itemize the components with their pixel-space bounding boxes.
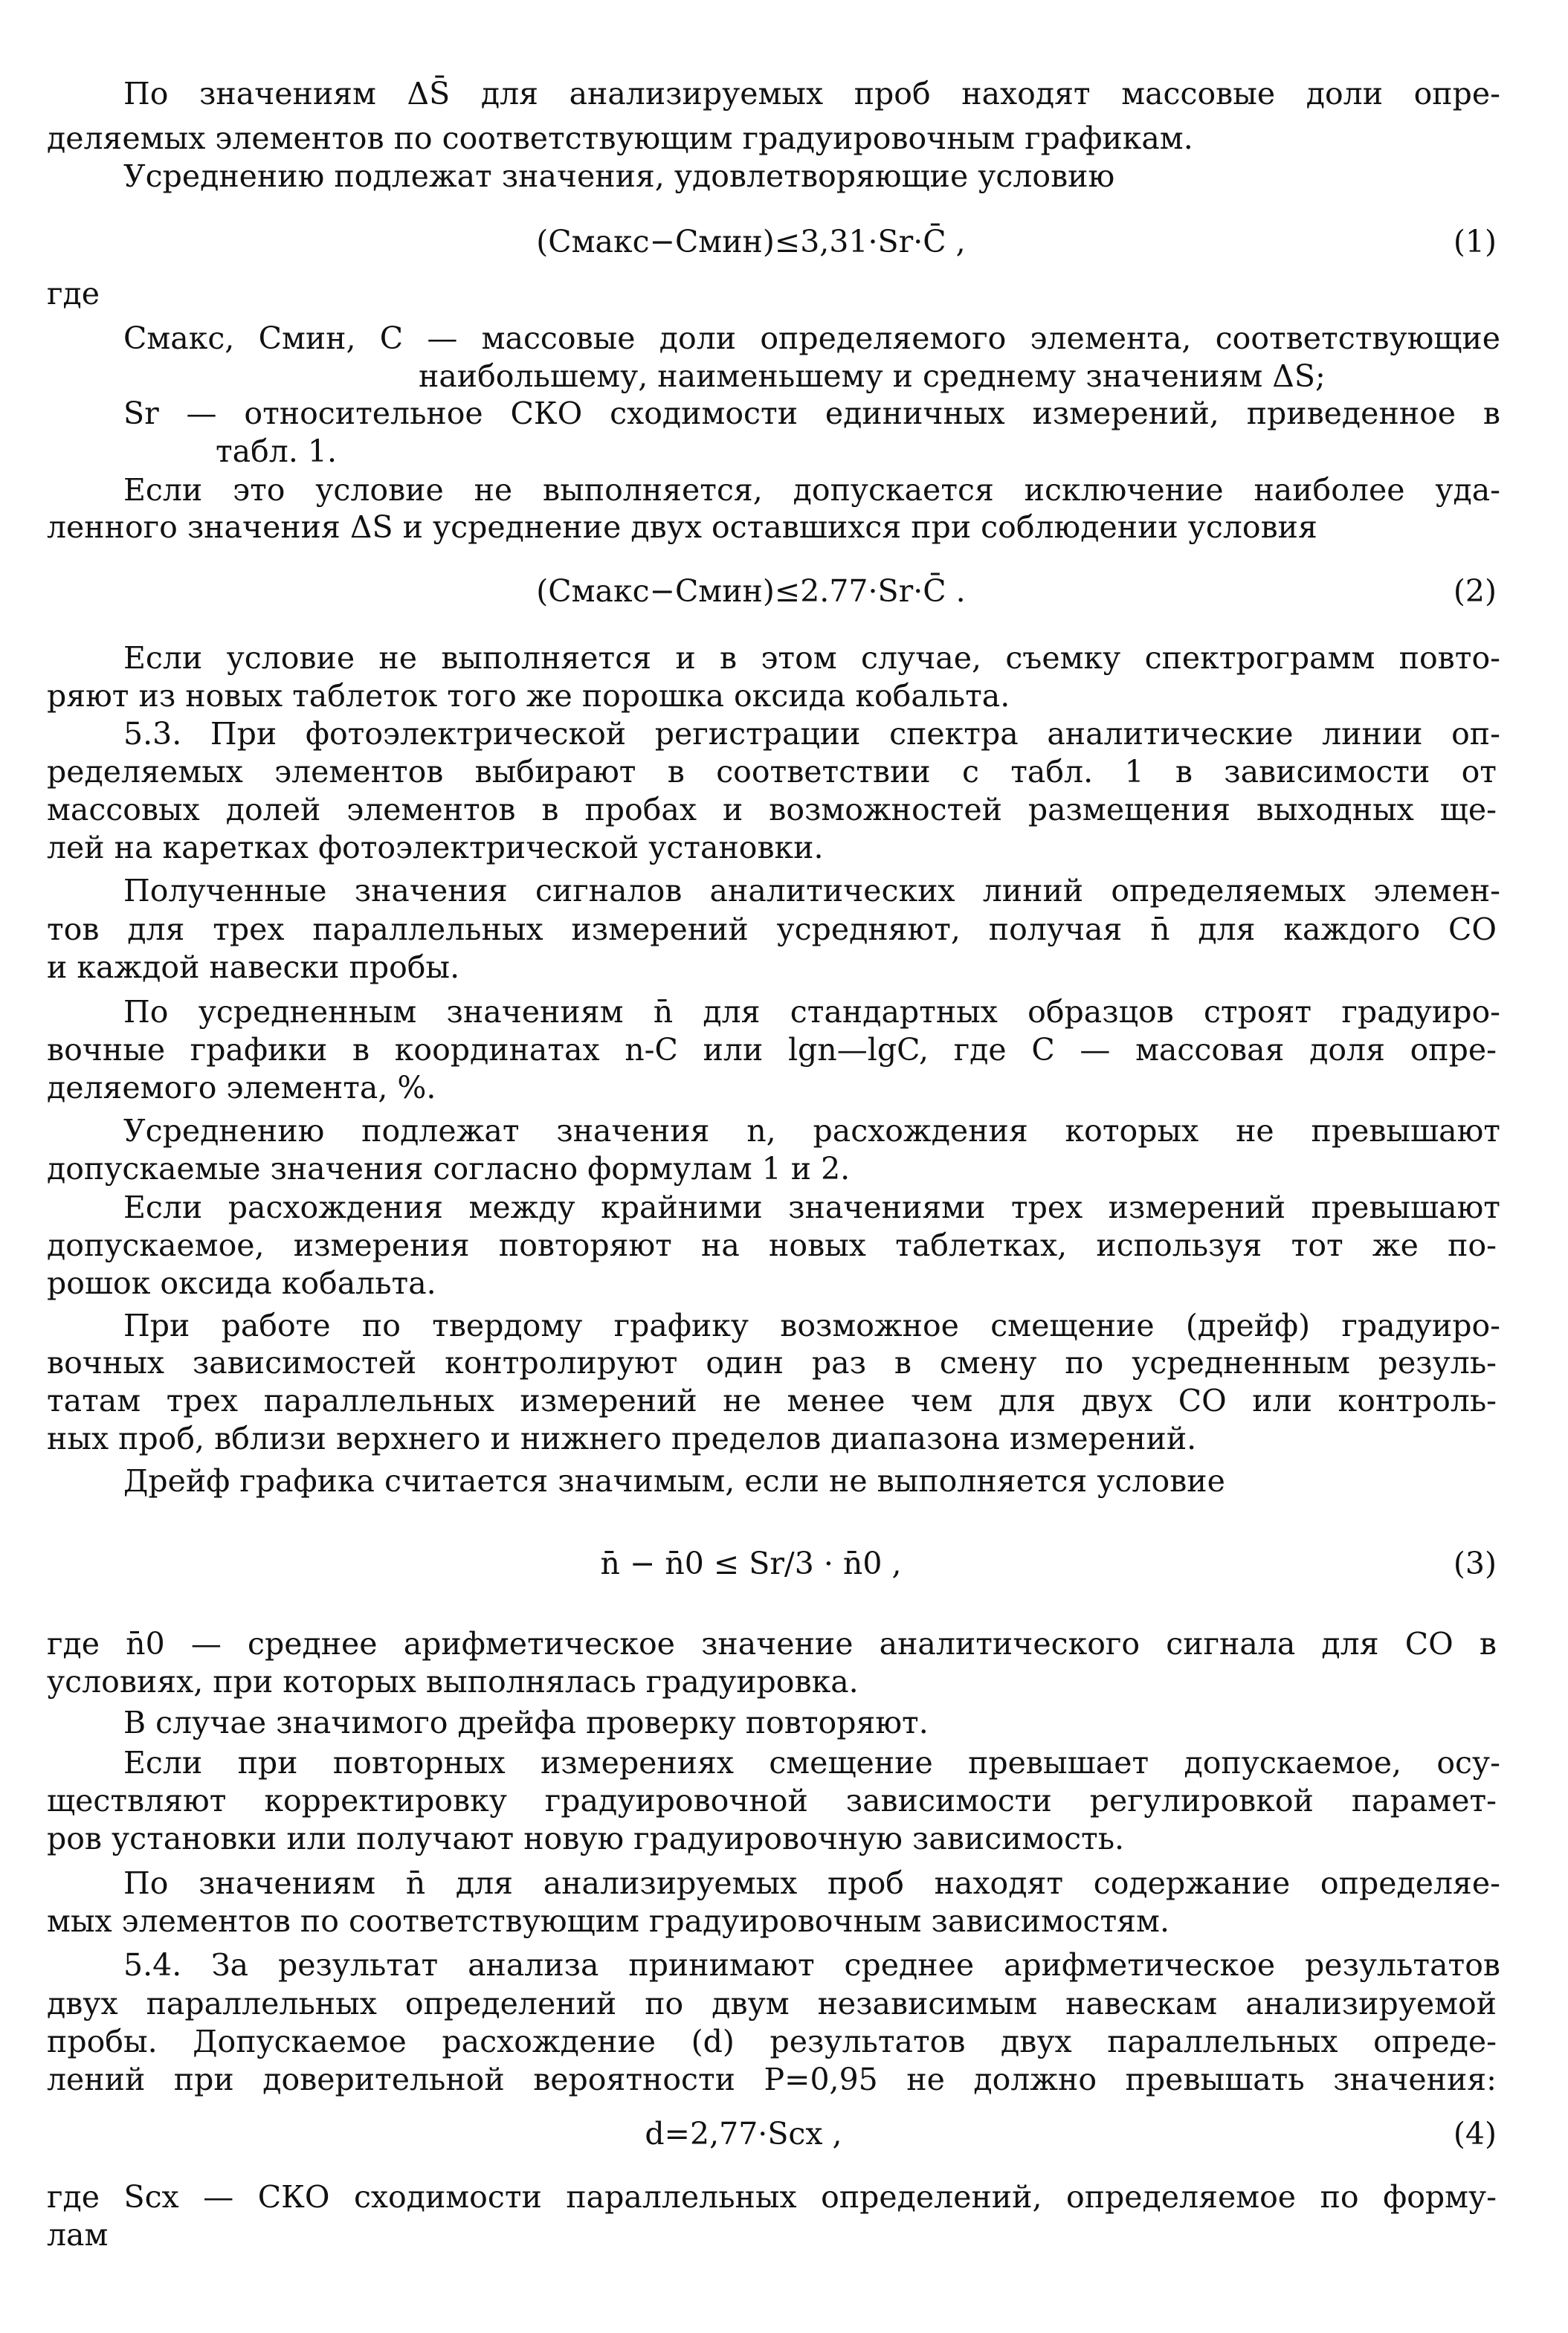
p9-line2: допускаемое, измерения повторяют на новых таблетках, используя тот же по- bbox=[47, 1227, 1497, 1263]
p8-line1: Усреднению подлежат значения n, расхождения которых не превышают bbox=[123, 1113, 1500, 1149]
where-4-line2: лам bbox=[47, 2217, 109, 2253]
p6-line3: и каждой навески пробы. bbox=[47, 949, 460, 985]
p4-line1: Если условие не выполняется и в этом случае, съемку спектрограмм повто- bbox=[123, 640, 1500, 676]
p4-line2: ряют из новых таблеток того же порошка оксида кобальта. bbox=[47, 678, 1010, 714]
p15-line1: 5.4. За результат анализа принимают среднее арифметическое результатов bbox=[123, 1947, 1500, 1983]
p11-line1: Дрейф графика считается значимым, если не выполняется условие bbox=[123, 1463, 1225, 1499]
formula-1-number: (1) bbox=[1453, 224, 1497, 259]
p14-line2: мых элементов по соответствующим градуировочным зависимостям. bbox=[47, 1903, 1169, 1939]
p7-line2: вочные графики в координатах n-C или lgn—lgC, где C — массовая доля опре- bbox=[47, 1032, 1497, 1068]
p8-line2: допускаемые значения согласно формулам 1 и 2. bbox=[47, 1151, 851, 1187]
p9-line1: Если расхождения между крайними значениями трех измерений превышают bbox=[123, 1190, 1500, 1225]
p15-line3: пробы. Допускаемое расхождение (d) результатов двух параллельных опреде- bbox=[47, 2024, 1497, 2059]
formula-4-number: (4) bbox=[1453, 2116, 1497, 2152]
formula-3-number: (3) bbox=[1453, 1546, 1497, 1581]
p6-line2: тов для трех параллельных измерений усредняют, получая n̄ для каждого СО bbox=[47, 911, 1497, 947]
p10-line3: татам трех параллельных измерений не менее чем для двух СО или контроль- bbox=[47, 1383, 1497, 1419]
p9-line3: рошок оксида кобальта. bbox=[47, 1265, 436, 1301]
p5-line1: 5.3. При фотоэлектрической регистрации спектра аналитические линии оп- bbox=[123, 716, 1500, 752]
where-4-line1: где Sсх — СКО сходимости параллельных определений, определяемое по форму- bbox=[47, 2179, 1497, 2215]
where-3-line2: условиях, при которых выполнялась градуировка. bbox=[47, 1664, 859, 1700]
p7-line3: деляемого элемента, %. bbox=[47, 1070, 436, 1106]
formula-2-number: (2) bbox=[1453, 573, 1497, 609]
p13-line1: Если при повторных измерениях смещение превышает допускаемое, осу- bbox=[123, 1745, 1500, 1781]
formula-2: (Cмакс−Cмин)≤2.77·Sr·C̄ . bbox=[536, 573, 966, 609]
p3-line1: Если это условие не выполняется, допускается исключение наиболее уда- bbox=[123, 472, 1500, 508]
p5-line4: лей на каретках фотоэлектрической установки. bbox=[47, 830, 824, 865]
p13-line3: ров установки или получают новую градуировочную зависимость. bbox=[47, 1821, 1125, 1856]
p15-line2: двух параллельных определений по двум независимым навескам анализируемой bbox=[47, 1986, 1497, 2021]
p10-line4: ных проб, вблизи верхнего и нижнего пределов диапазона измерений. bbox=[47, 1421, 1197, 1456]
p10-line2: вочных зависимостей контролируют один раз в смену по усредненным резуль- bbox=[47, 1345, 1497, 1381]
p3-line2: ленного значения ΔS и усреднение двух оставшихся при соблюдении условия bbox=[47, 509, 1317, 545]
formula-1: (Cмакс−Cмин)≤3,31·Sr·C̄ , bbox=[536, 224, 966, 259]
where-1-label: где bbox=[47, 276, 100, 312]
p13-line2: ществляют корректировку градуировочной зависимости регулировкой парамет- bbox=[47, 1783, 1497, 1819]
p6-line1: Полученные значения сигналов аналитических линий определяемых элемен- bbox=[123, 873, 1500, 909]
where-1-line1: Cмакс, Cмин, C — массовые доли определяемого элемента, соответствующие bbox=[123, 320, 1500, 356]
p7-line1: По усредненным значениям n̄ для стандартных образцов строят градуиро- bbox=[123, 994, 1500, 1030]
formula-4: d=2,77·Sсх , bbox=[645, 2116, 842, 2152]
where-3-line1: где n̄0 — среднее арифметическое значение аналитического сигнала для СО в bbox=[47, 1626, 1497, 1662]
p15-line4: лений при доверительной вероятности P=0,95 не должно превышать значения: bbox=[47, 2062, 1497, 2097]
p5-line3: массовых долей элементов в пробах и возможностей размещения выходных ще- bbox=[47, 792, 1497, 827]
where-1-line4: табл. 1. bbox=[216, 433, 338, 469]
p12-line1: В случае значимого дрейфа проверку повторяют. bbox=[123, 1705, 929, 1740]
where-1-line3: Sr — относительное СКО сходимости единичных измерений, приведенное в bbox=[123, 396, 1500, 431]
p1-line1: По значениям ΔS̄ для анализируемых проб находят массовые доли опре- bbox=[123, 76, 1500, 112]
p2-line1: Усреднению подлежат значения, удовлетворяющие условию bbox=[123, 158, 1115, 194]
where-1-line2: наибольшему, наименьшему и среднему значениям ΔS; bbox=[419, 358, 1326, 394]
p14-line1: По значениям n̄ для анализируемых проб находят содержание определяе- bbox=[123, 1865, 1500, 1901]
formula-3: n̄ − n̄0 ≤ Sr/3 · n̄0 , bbox=[600, 1546, 902, 1581]
p10-line1: При работе по твердому графику возможное смещение (дрейф) градуиро- bbox=[123, 1308, 1500, 1343]
p1-line2: деляемых элементов по соответствующим градуировочным графикам. bbox=[47, 120, 1193, 156]
p5-line2: ределяемых элементов выбирают в соответствии с табл. 1 в зависимости от bbox=[47, 754, 1497, 790]
